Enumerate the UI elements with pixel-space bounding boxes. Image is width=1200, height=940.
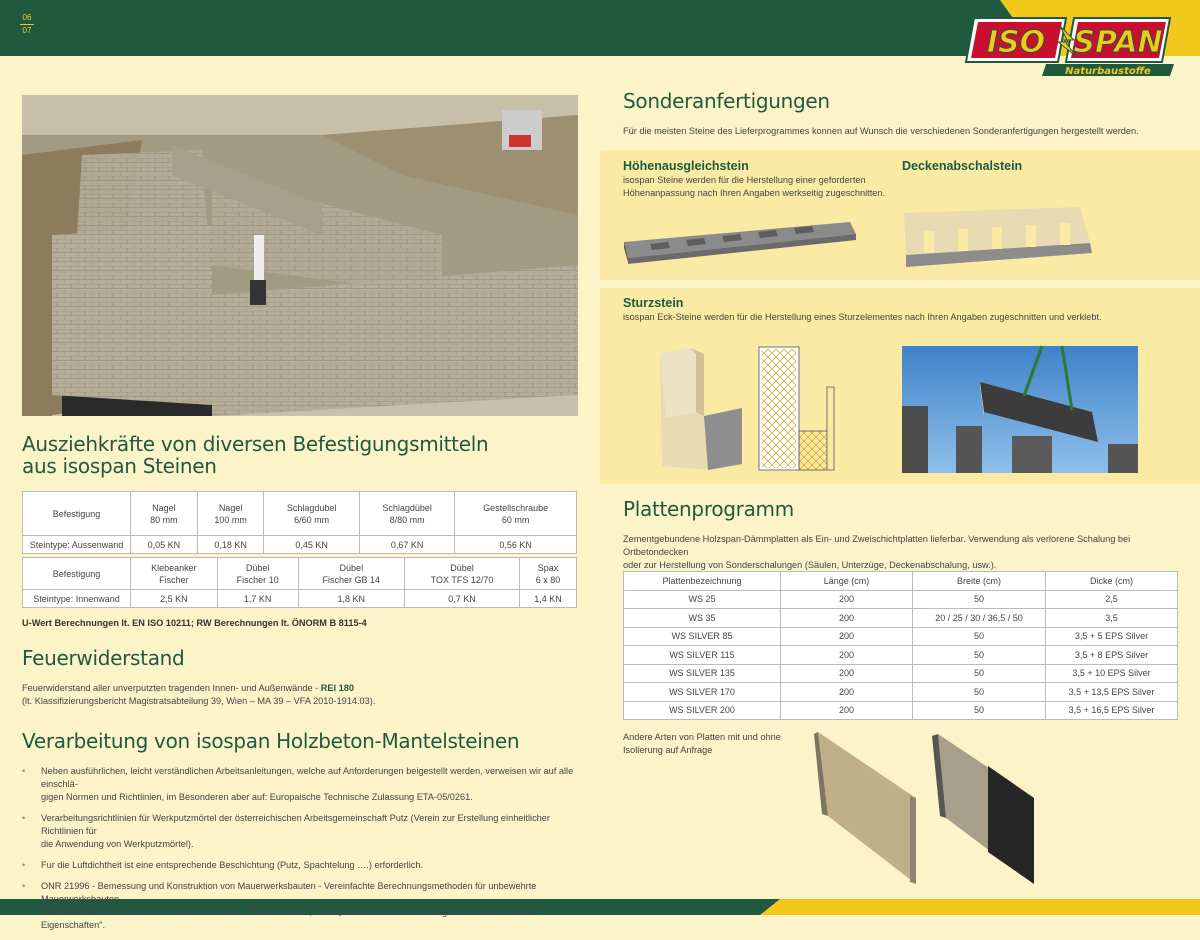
page-number-left: 06	[22, 13, 32, 22]
table-header-cell: Dicke (cm)	[1046, 572, 1178, 591]
hoehe-text: isospan Steine werden für die Herstellung einer geforderten Höhenanpassung nach Ihren Angaben werkseitig zugeschnitten.	[623, 175, 886, 198]
deckenabschalstein-image	[900, 205, 1095, 269]
table-row	[624, 664, 1178, 683]
page-numbers	[20, 13, 34, 36]
table-cell: Schlagdübel 8/80 mm	[359, 492, 454, 536]
table-cell: Befestigung	[23, 492, 131, 536]
table-row	[23, 492, 577, 536]
table-cell: WS SILVER 200	[624, 701, 781, 720]
table-cell: Schlagdubel 6/60 mm	[264, 492, 359, 536]
table-cell: 2,5 KN	[131, 590, 218, 608]
table-cell: Dübel Fischer GB 14	[298, 558, 404, 590]
table-row	[624, 609, 1178, 628]
table-cell: 200	[781, 701, 913, 720]
table-header-cell: Länge (cm)	[781, 572, 913, 591]
logo-tagline: Naturbaustoffe	[1065, 66, 1151, 77]
table-cell: Steintype: Aussenwand	[23, 536, 131, 554]
table-cell: 0,05 KN	[131, 536, 198, 554]
table-cell: WS SILVER 115	[624, 646, 781, 665]
table-cell: Dübel TOX TFS 12/70	[405, 558, 520, 590]
table-row	[23, 558, 577, 590]
table-cell: 50	[913, 664, 1046, 683]
table-cell: 200	[781, 664, 913, 683]
list-item: • Fur die Luftdichtheit ist eine entsprechende Beschichtung (Putz, Spachtelung ….) erforderlich.	[22, 859, 577, 872]
sturzstein-drawing	[756, 345, 836, 473]
platten-note: Andere Arten von Platten mit und ohne Isolierung auf Anfrage	[623, 732, 781, 755]
table-cell: 0,18 KN	[197, 536, 264, 554]
table-cell: 2,5	[1046, 590, 1178, 609]
table-row	[624, 627, 1178, 646]
sturz-text: isospan Eck-Steine werden für die Herstellung eines Sturzelementes nach Ihren Angaben zugeschnitten und verklebt.	[623, 312, 1102, 322]
table-cell: 3,5 + 16,5 EPS Silver	[1046, 701, 1178, 720]
rei-rating: REI 180	[320, 683, 354, 693]
isospan-logo	[962, 12, 1176, 78]
table-cell: 50	[913, 683, 1046, 702]
table-cell: WS SILVER 135	[624, 664, 781, 683]
table-cell: 200	[781, 627, 913, 646]
sonder-intro: Für die meisten Steine des Lieferprogrammes konnen auf Wunsch die verschiedenen Sonderanfertigungen hergestellt werden.	[623, 126, 1139, 136]
bottom-bar-accent	[760, 899, 780, 915]
table-cell: 200	[781, 683, 913, 702]
table-cell: 0,45 KN	[264, 536, 359, 554]
table-cell: 50	[913, 646, 1046, 665]
table-row	[624, 683, 1178, 702]
feuer-title: Feuerwiderstand	[22, 646, 185, 670]
table-cell: 0,7 KN	[405, 590, 520, 608]
construction-site-photo	[22, 95, 578, 416]
table-cell: Spax 6 x 80	[520, 558, 577, 590]
page-number-right: 07	[22, 26, 32, 35]
table-cell: Gestellschraube 60 mm	[455, 492, 577, 536]
table-cell: 1,7 KN	[217, 590, 298, 608]
table-cell: 50	[913, 701, 1046, 720]
table-row	[23, 536, 577, 554]
table-cell: Steintype: Innenwand	[23, 590, 131, 608]
list-item: • ONR 21996 - Bemessung und Konstruktion von Mauerwerksbauten - Vereinfachte Berechnungsmethoden für unbewehrte Mauerwerksbauten nach ONORM EN 1996-3 und ONORM B 1996-3. ÖNORM B8115, Teil 4 „Maßnahmen zur Erfüllung der schalltechnischen Eigenschaften".	[22, 880, 577, 932]
table-cell: Befestigung	[23, 558, 131, 590]
table-cell: WS SILVER 170	[624, 683, 781, 702]
table-header-row	[624, 572, 1178, 591]
table-row	[624, 590, 1178, 609]
table-cell: WS 35	[624, 609, 781, 628]
feuer-text: Feuerwiderstand aller unverputzten tragenden Innen- und Außenwände - REI 180 (lt. Klassifizierungsbericht Magistratsabteilung 39, Wien – MA 39 – VFA 2010-1914.03).	[22, 683, 376, 706]
table-cell: 3,5	[1046, 609, 1178, 628]
sturzstein-block-image	[656, 346, 746, 472]
table-cell: 3,5 + 10 EPS Silver	[1046, 664, 1178, 683]
table-header-cell: Plattenbezeichnung	[624, 572, 781, 591]
fastener-table-outer	[22, 491, 577, 554]
platten-text: Zementgebundene Holzspan-Dämmplatten als Ein- und Zweischichtplatten lieferbar. Verwendung als verlorene Schalung bei Ortbetondecken oder zur Herstellung von Sonderschalungen (Säulen, Unterzüge, Deckenabschalung, usw.).	[623, 534, 1131, 570]
platten-title: Plattenprogramm	[623, 497, 794, 521]
table-header-cell: Breite (cm)	[913, 572, 1046, 591]
table-cell: Dübel Fischer 10	[217, 558, 298, 590]
table-cell: 200	[781, 590, 913, 609]
table-cell: 3,5 + 5 EPS Silver	[1046, 627, 1178, 646]
hoehenausgleichstein-image	[620, 212, 858, 264]
table-row	[624, 646, 1178, 665]
table-cell: 200	[781, 646, 913, 665]
table-cell: 50	[913, 590, 1046, 609]
table-cell: 200	[781, 609, 913, 628]
fastener-table-inner	[22, 557, 577, 608]
table-cell: Klebeanker Fischer	[131, 558, 218, 590]
sturz-crane-photo	[902, 346, 1138, 473]
uwert-note: U-Wert Berechnungen lt. EN ISO 10211; RW Berechnungen lt. ÖNORM B 8115-4	[22, 618, 367, 628]
table-cell: 0,67 KN	[359, 536, 454, 554]
sturz-title: Sturzstein	[623, 296, 684, 310]
table-cell: 50	[913, 627, 1046, 646]
logo-iso: ISO	[986, 25, 1046, 60]
table-row	[23, 590, 577, 608]
hoehe-title: Höhenausgleichstein	[623, 159, 749, 173]
decken-title: Deckenabschalstein	[902, 159, 1023, 173]
sonder-title: Sonderanfertigungen	[623, 89, 830, 113]
bottom-bar-accent-fill	[780, 899, 1200, 915]
table-row	[624, 701, 1178, 720]
table-cell: Nagel 80 mm	[131, 492, 198, 536]
table-cell: Nagel 100 mm	[197, 492, 264, 536]
list-item: • Neben ausführlichen, leicht verständlichen Arbeitsanleitungen, welche auf Anforderungen beigestellt werden, verweisen wir auf alle einschlä- gigen Normen und Richtlinien, im Besonderen aber auf: Europaische Technische Zulassung ETA-05/0261.	[22, 765, 577, 804]
table-cell: 1,4 KN	[520, 590, 577, 608]
logo-span: SPAN	[1073, 25, 1163, 60]
table-cell: 20 / 25 / 30 / 36,5 / 50	[913, 609, 1046, 628]
table-cell: WS SILVER 85	[624, 627, 781, 646]
ausz-title: Ausziehkräfte von diversen Befestigungsmitteln aus isospan Steinen	[22, 432, 489, 478]
table-cell: WS 25	[624, 590, 781, 609]
table-cell: 3,5 + 8 EPS Silver	[1046, 646, 1178, 665]
table-cell: 1,8 KN	[298, 590, 404, 608]
list-item: • Verarbeitungsrichtlinien für Werkputzmörtel der österreichischen Arbeitsgemeinschaft Putz (Verein zur Erstellung einheitlicher Richtlinien für die Anwendung von Werkputzmörtel).	[22, 812, 577, 851]
platten-table	[623, 571, 1178, 720]
table-cell: 3,5 + 13,5 EPS Silver	[1046, 683, 1178, 702]
table-cell: 0,56 KN	[455, 536, 577, 554]
verarb-title: Verarbeitung von isospan Holzbeton-Mantelsteinen	[22, 729, 520, 753]
platten-boards-image	[812, 728, 1042, 888]
verarb-list	[22, 765, 577, 940]
